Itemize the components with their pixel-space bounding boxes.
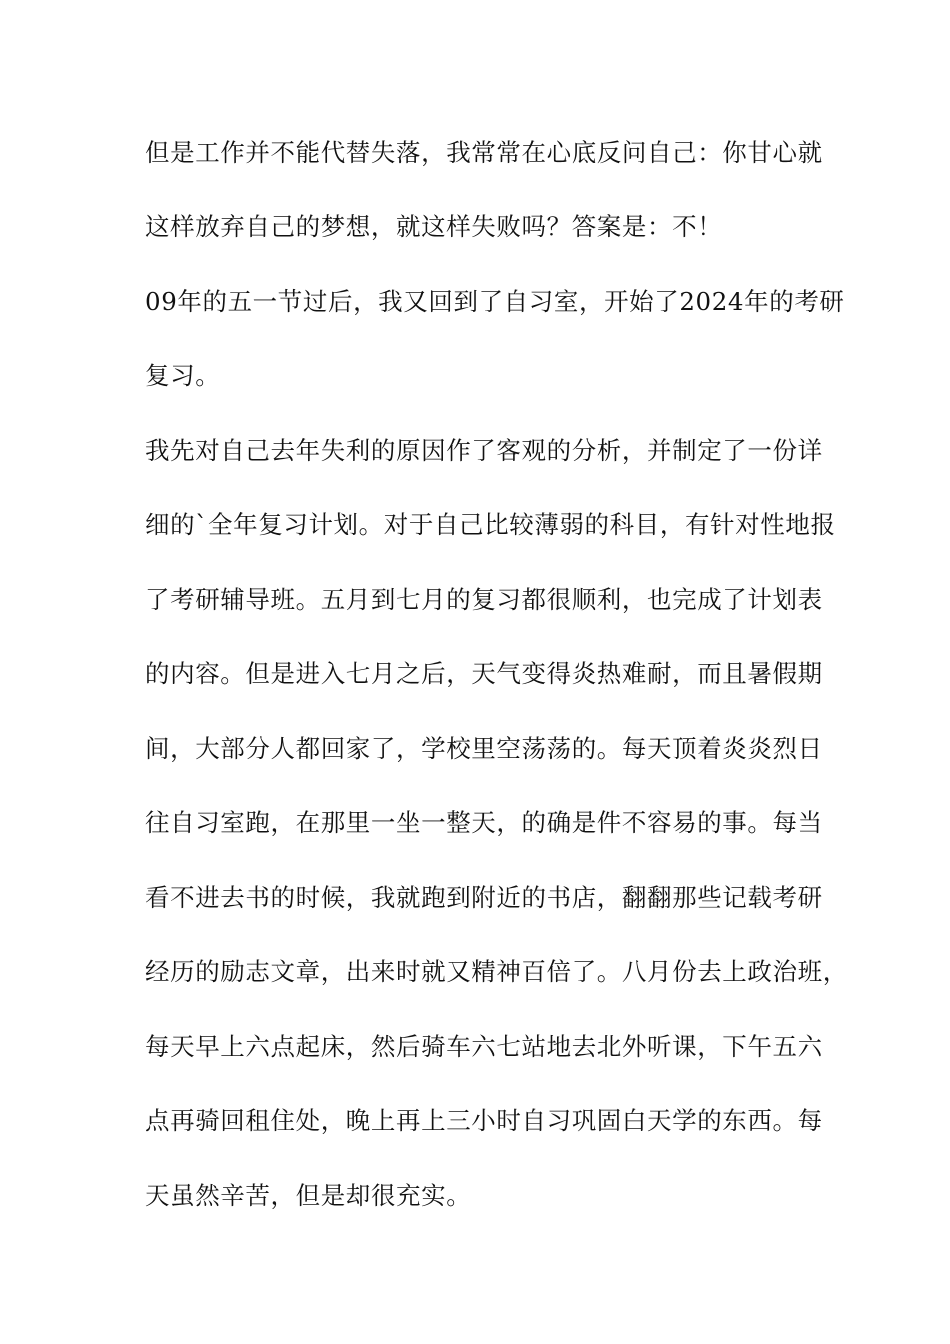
text-line-13: 每天早上六点起床，然后骑车六七站地去北外听课，下午五六 <box>145 1032 823 1061</box>
text-line-15: 天虽然辛苦，但是却很充实。 <box>145 1181 472 1210</box>
text-line-12: 经历的励志文章，出来时就又精神百倍了。八月份去上政治班， <box>145 957 848 986</box>
text-line-8: 的内容。但是进入七月之后，天气变得炎热难耐，而且暑假期 <box>145 659 823 688</box>
text-line-7: 了考研辅导班。五月到七月的复习都很顺利，也完成了计划表 <box>145 585 823 614</box>
text-line-14: 点再骑回租住处，晚上再上三小时自习巩固白天学的东西。每 <box>145 1106 823 1135</box>
text-line-6: 细的`全年复习计划。对于自己比较薄弱的科目，有针对性地报 <box>145 510 836 539</box>
text-line-1: 但是工作并不能代替失落，我常常在心底反问自己：你甘心就 <box>145 138 823 167</box>
text-line-11: 看不进去书的时候，我就跑到附近的书店，翻翻那些记载考研 <box>145 883 823 912</box>
text-line-2: 这样放弃自己的梦想，就这样失败吗？答案是：不！ <box>145 212 723 241</box>
text-line-3: 09年的五一节过后，我又回到了自习室，开始了2024年的考研 <box>145 287 845 316</box>
text-line-9: 间，大部分人都回家了，学校里空荡荡的。每天顶着炎炎烈日 <box>145 734 823 763</box>
text-line-5: 我先对自己去年失利的原因作了客观的分析，并制定了一份详 <box>145 436 823 465</box>
text-line-4: 复习。 <box>145 361 221 390</box>
text-line-10: 往自习室跑，在那里一坐一整天，的确是件不容易的事。每当 <box>145 808 823 837</box>
